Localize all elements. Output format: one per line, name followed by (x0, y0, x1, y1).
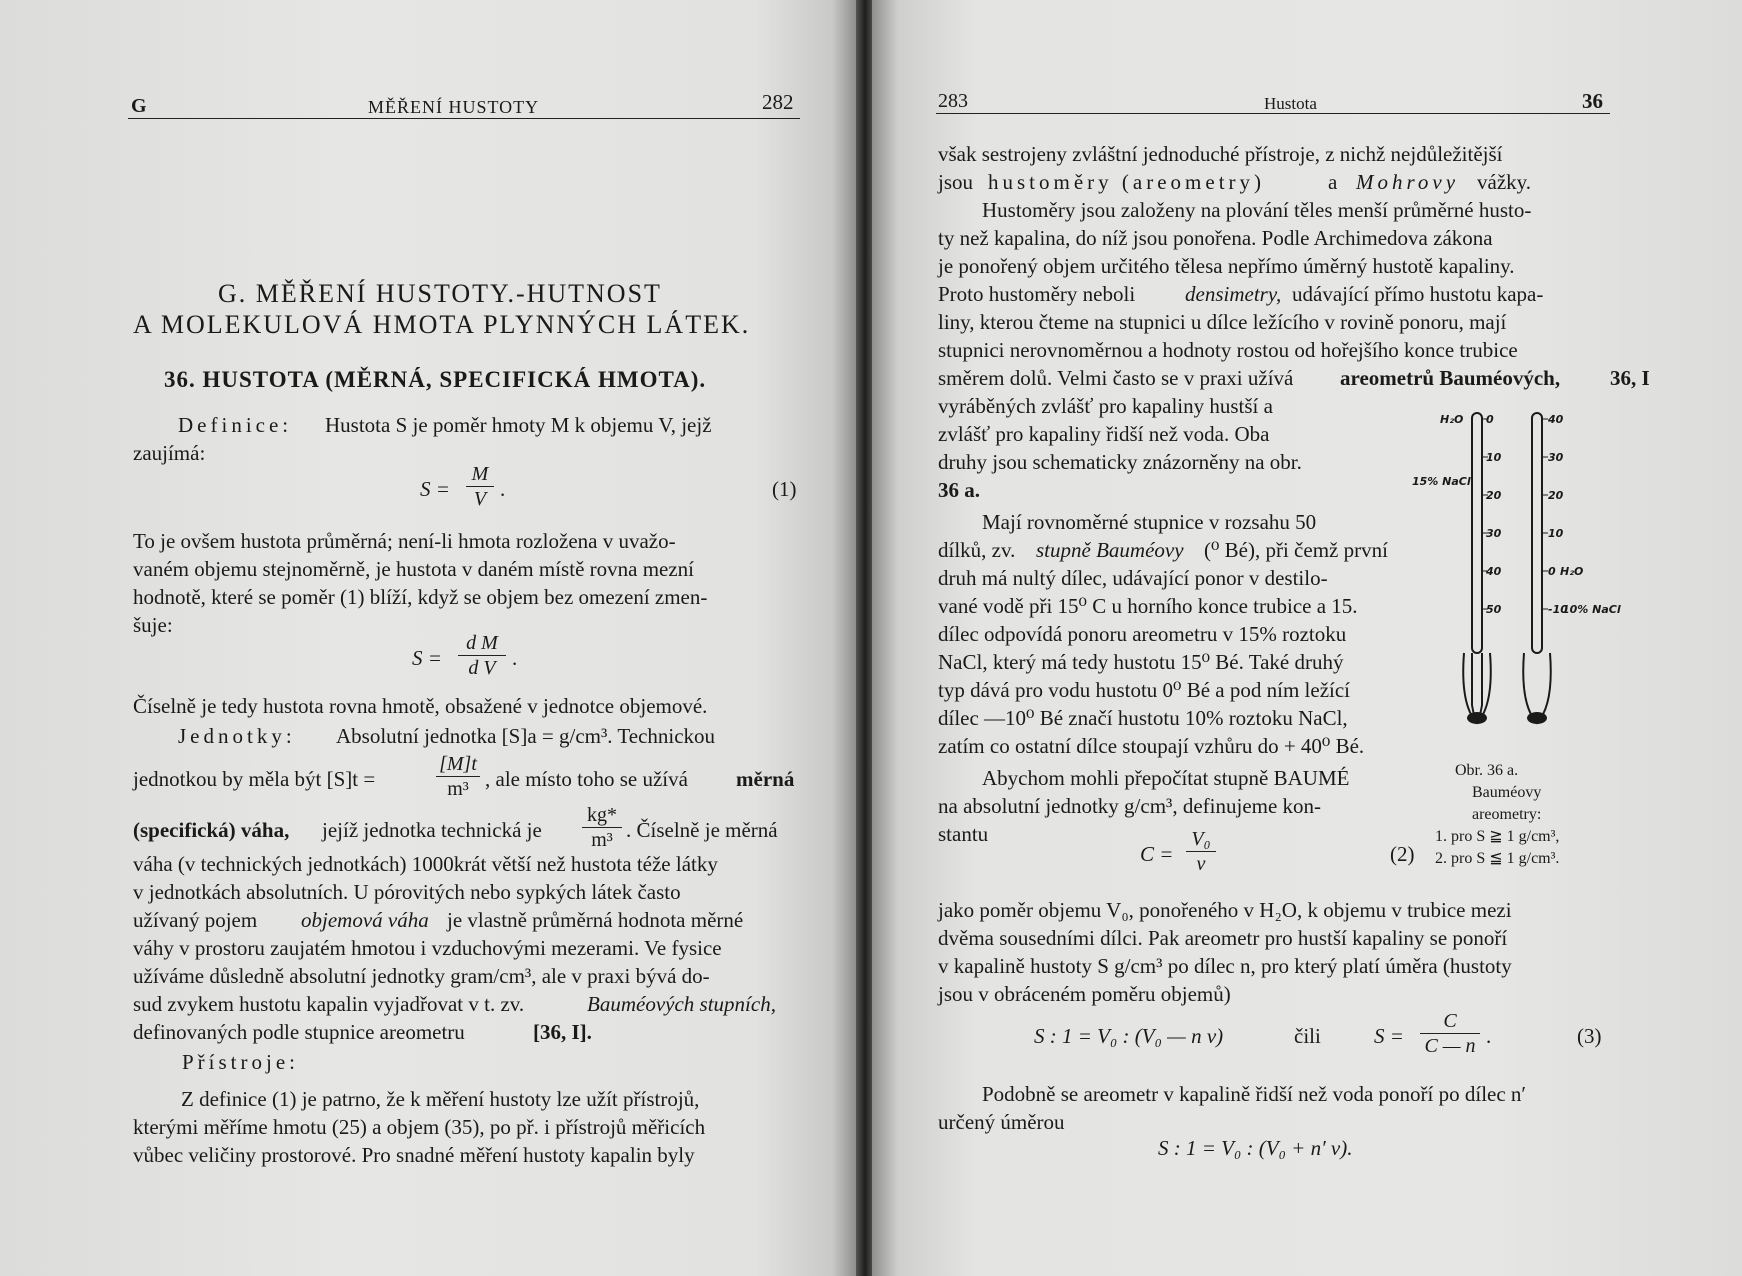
scale-label: 40 (1548, 413, 1564, 426)
cross-reference: [36, I]. (533, 1020, 592, 1044)
text-line: dvěma sousedními dílci. Pak areometr pro hustší kapaliny se ponoří (938, 926, 1508, 950)
figure-caption-line: areometry: (1472, 806, 1542, 823)
formula-1-lhs: S = (420, 477, 450, 501)
scale-label: 20 (1548, 489, 1564, 502)
header-title: Hustota (1264, 94, 1317, 113)
header-section-letter: G (131, 95, 147, 117)
header-page-number: 282 (762, 90, 794, 114)
text-line: To je ovšem hustota průměrná; není-li hmota rozložena v uvažo- (133, 529, 676, 553)
label-nacl-10: 10% NaCl (1562, 603, 1621, 616)
areometer-1-stem (1472, 413, 1482, 653)
text-line: jako poměr objemu V₀, ponořeného v H₂O, k objemu v trubice mezi (938, 898, 1512, 922)
text-line: druh má nultý dílec, udávající ponor v destilo- (938, 566, 1328, 590)
text-line: dílec odpovídá ponoru areometru v 15% roztoku (938, 622, 1347, 646)
figure-caption-line: Bauméovy (1472, 784, 1542, 801)
formula-3-denominator: m³ (436, 776, 480, 801)
formula-5-lhs: C = (1140, 842, 1174, 866)
formula-2-lhs: S = (412, 646, 442, 670)
formula-5-denominator: v (1186, 851, 1216, 876)
areometer-1-bulb (1472, 653, 1482, 720)
text-line: vůbec veličiny prostorové. Pro snadné měření hustoty kapalin byly (133, 1143, 695, 1167)
scale-label: 0 (1548, 565, 1556, 578)
header-rule (128, 118, 800, 119)
text-line: typ dává pro vodu hustotu 0⁰ Bé a pod ním ležící (938, 678, 1351, 702)
formula-4-fraction (582, 803, 622, 852)
section-title: 36. HUSTOTA (MĚRNÁ, SPECIFICKÁ HMOTA). (164, 367, 707, 392)
emphasis-merna: měrná (736, 767, 795, 791)
term-mohrovy: Mohrovy (1356, 170, 1460, 194)
text-line: dílec —10⁰ Bé značí hustotu 10% roztoku NaCl, (938, 706, 1348, 730)
equation-number-1: (1) (772, 477, 797, 501)
label-h2o-mid: H₂O (1560, 565, 1584, 578)
text-line: vážky. (1477, 170, 1532, 194)
paragraph-label-pristroje: Přístroje: (182, 1050, 299, 1074)
equation-number-2: (2) (1390, 842, 1415, 866)
formula-1-fraction (466, 462, 494, 511)
text-line: druhy jsou schematicky znázorněny na obr. (938, 450, 1302, 474)
formula-3-fraction (436, 752, 480, 801)
emphasis-stupne-baumeovy: stupně Bauméovy (1036, 538, 1184, 562)
scale-label: -10 (1548, 603, 1568, 616)
text-line: Z definice (1) je patrno, že k měření hustoty lze užít přístrojů, (181, 1087, 700, 1111)
text-line: však sestrojeny zvláštní jednoduché přístroje, z nichž nejdůležitější (938, 142, 1503, 166)
text-line: zatím co ostatní dílce stoupají vzhůru do + 40⁰ Bé. (938, 734, 1365, 758)
text-line: ty než kapalina, do níž jsou ponořena. Podle Archimedova zákona (938, 226, 1493, 250)
text-line: na absolutní jednotky g/cm³, definujeme kon- (938, 794, 1322, 818)
figure-caption-title: Obr. 36 a. (1455, 762, 1519, 779)
text-line: je ponořený objem určitého tělesa nepřímo úměrný hustotě kapaliny. (938, 254, 1515, 278)
text-line: Abychom mohli přepočítat stupně BAUMÉ (982, 766, 1350, 790)
text-line: (⁰ Bé), při čemž první (1204, 538, 1388, 562)
text-line: Mají rovnoměrné stupnice v rozsahu 50 (982, 510, 1317, 534)
text-line: , ale místo toho se užívá (485, 767, 688, 791)
text-line: . Číselně je měrná (626, 818, 778, 842)
formula-5-numerator: V₀ (1191, 828, 1211, 850)
scale-label: 0 (1486, 413, 1494, 426)
text-line: definovaných podle stupnice areometru (133, 1020, 465, 1044)
text-line: Proto hustoměry neboli (938, 282, 1136, 306)
figure-caption-line: 2. pro S ≦ 1 g/cm³. (1435, 850, 1560, 867)
text-line: kterými měříme hmotu (25) a objem (35), po př. i přístrojů měřicích (133, 1115, 706, 1139)
text-line: Absolutní jednotka [S]a = g/cm³. Technickou (336, 724, 716, 748)
formula-7-fraction (1420, 1009, 1480, 1058)
text-line: NaCl, který má tedy hustotu 15⁰ Bé. Také druhý (938, 650, 1344, 674)
text-line: Hustota S je poměr hmoty M k objemu V, jejž (325, 413, 712, 437)
formula-7-lhs: S = (1374, 1024, 1404, 1048)
term-hustomery: hustoměry (areometry) (988, 170, 1266, 194)
formula-2-denominator: d V (458, 655, 506, 680)
scale-label: 30 (1486, 527, 1502, 540)
formula-7-dot: . (1486, 1024, 1492, 1048)
label-nacl-15: 15% NaCl (1412, 475, 1471, 488)
text-line: hodnotě, které se poměr (1) blíží, když se objem bez omezení zmen- (133, 585, 708, 609)
right-page (872, 0, 1742, 1276)
text-line: jednotkou by měla být [S]t = (133, 767, 376, 791)
text-line: vané vodě při 15⁰ C u horního konce trubice a 15. (938, 594, 1358, 618)
formula-4-denominator: m³ (582, 827, 622, 852)
figure-reference: 36 a. (938, 478, 980, 502)
scale-label: 10 (1486, 451, 1502, 464)
text-line: stupnici nerovnoměrnou a hodnoty rostou od hořejšího konce trubice (938, 338, 1518, 362)
text-line: udávající přímo hustotu kapa- (1292, 282, 1544, 306)
text-line: sud zvykem hustotu kapalin vyjadřovat v t. zv. (133, 992, 525, 1016)
formula-4-numerator: kg* (587, 804, 617, 826)
margin-reference: 36, I (1610, 366, 1650, 390)
emphasis-baumeovych-stupnich: Bauméových stupních, (587, 992, 776, 1016)
formula-1-numerator: M (471, 463, 489, 485)
figure-areometers (1402, 405, 1621, 745)
text-line: zvlášť pro kapaliny řidší než voda. Oba (938, 422, 1270, 446)
text-line: váha (v technických jednotkách) 1000krát větší než hustota téže látky (133, 852, 718, 876)
emphasis-areometru-baumeovych: areometrů Bauméových, (1340, 366, 1561, 390)
areometer-1-weight (1467, 712, 1487, 724)
left-page (0, 0, 858, 1276)
text-line: a (1328, 170, 1338, 194)
emphasis-specificka-vaha: (specifická) váha, (133, 818, 290, 842)
text-line: jsou v obráceném poměru objemů) (938, 982, 1231, 1006)
text-line: v jednotkách absolutních. U pórovitých nebo sypkých látek často (133, 880, 681, 904)
chapter-title-line-1: G. MĚŘENÍ HUSTOTY.-HUTNOST (218, 279, 662, 308)
figure-caption-line: 1. pro S ≧ 1 g/cm³, (1435, 828, 1560, 845)
text-line: vaném objemu stejnoměrně, je hustota v daném místě rovna mezní (133, 557, 695, 581)
text-line: dílků, zv. (938, 538, 1016, 562)
scale-label: 50 (1486, 603, 1502, 616)
text-line: Hustoměry jsou založeny na plování těles menší průměrné husto- (982, 198, 1532, 222)
label-h2o-top: H₂O (1440, 413, 1464, 426)
header-page-number: 283 (938, 90, 968, 112)
formula-7-numerator: C (1443, 1010, 1457, 1032)
paragraph-label-jednotky: Jednotky: (178, 724, 296, 748)
scale-label: 30 (1548, 451, 1564, 464)
text-line: Číselně je tedy hustota rovna hmotě, obsažené v jednotce objemové. (133, 694, 708, 718)
formula-1-denominator: V (466, 486, 494, 511)
text-line: určený úměrou (938, 1110, 1065, 1134)
header-section-number: 36 (1582, 89, 1603, 113)
equation-number-3: (3) (1577, 1024, 1602, 1048)
emphasis-densimetry: densimetry, (1185, 282, 1282, 306)
header-rule (936, 113, 1610, 114)
text-line: šuje: (133, 613, 173, 637)
formula-2-fraction (458, 631, 506, 680)
text-line: jejíž jednotka technická je (322, 818, 542, 842)
text-line: je vlastně průměrná hodnota měrné (447, 908, 744, 932)
formula-7-denominator: C — n (1420, 1033, 1480, 1058)
formula-8: S : 1 = V₀ : (V₀ + n′ v). (1158, 1136, 1353, 1160)
text-line: váhy v prostoru zaujatém hmotou i vzduchovými mezerami. Ve fysice (133, 936, 722, 960)
formula-5-fraction (1186, 827, 1216, 876)
text-line: liny, kterou čteme na stupnici u dílce ležícího v rovině ponoru, mají (938, 310, 1507, 334)
chapter-title-line-2: A MOLEKULOVÁ HMOTA PLYNNÝCH LÁTEK. (133, 310, 751, 339)
text-line: čili (1294, 1024, 1321, 1048)
header-title: MĚŘENÍ HUSTOTY (368, 97, 540, 117)
formula-6: S : 1 = V₀ : (V₀ — n v) (1034, 1024, 1224, 1048)
text-line: užívaný pojem (133, 908, 258, 932)
formula-2-numerator: d M (466, 632, 498, 654)
paragraph-label-definice: Definice: (178, 413, 293, 437)
text-line: Podobně se areometr v kapalině řidší než voda ponoří po dílec n′ (982, 1082, 1527, 1106)
scale-label: 20 (1486, 489, 1502, 502)
text-line: zaujímá: (133, 441, 206, 465)
scale-label: 40 (1486, 565, 1502, 578)
areometer-2-stem (1532, 413, 1542, 653)
text-line: v kapalině hustoty S g/cm³ po dílec n, pro který platí úměra (hustoty (938, 954, 1512, 978)
text-line: užíváme důsledně absolutní jednotky gram/cm³, ale v praxi bývá do- (133, 964, 710, 988)
areometer-2-weight (1527, 712, 1547, 724)
emphasis-objemova-vaha: objemová váha (301, 908, 429, 932)
text-line: směrem dolů. Velmi často se v praxi užívá (938, 366, 1294, 390)
text-line: vyráběných zvlášť pro kapaliny hustší a (938, 394, 1273, 418)
text-line: jsou (938, 170, 974, 194)
formula-1-dot: . (500, 477, 506, 501)
text-line: stantu (938, 822, 989, 846)
formula-3-numerator: [M]t (439, 753, 477, 775)
formula-2-dot: . (512, 646, 518, 670)
scale-label: 10 (1548, 527, 1564, 540)
